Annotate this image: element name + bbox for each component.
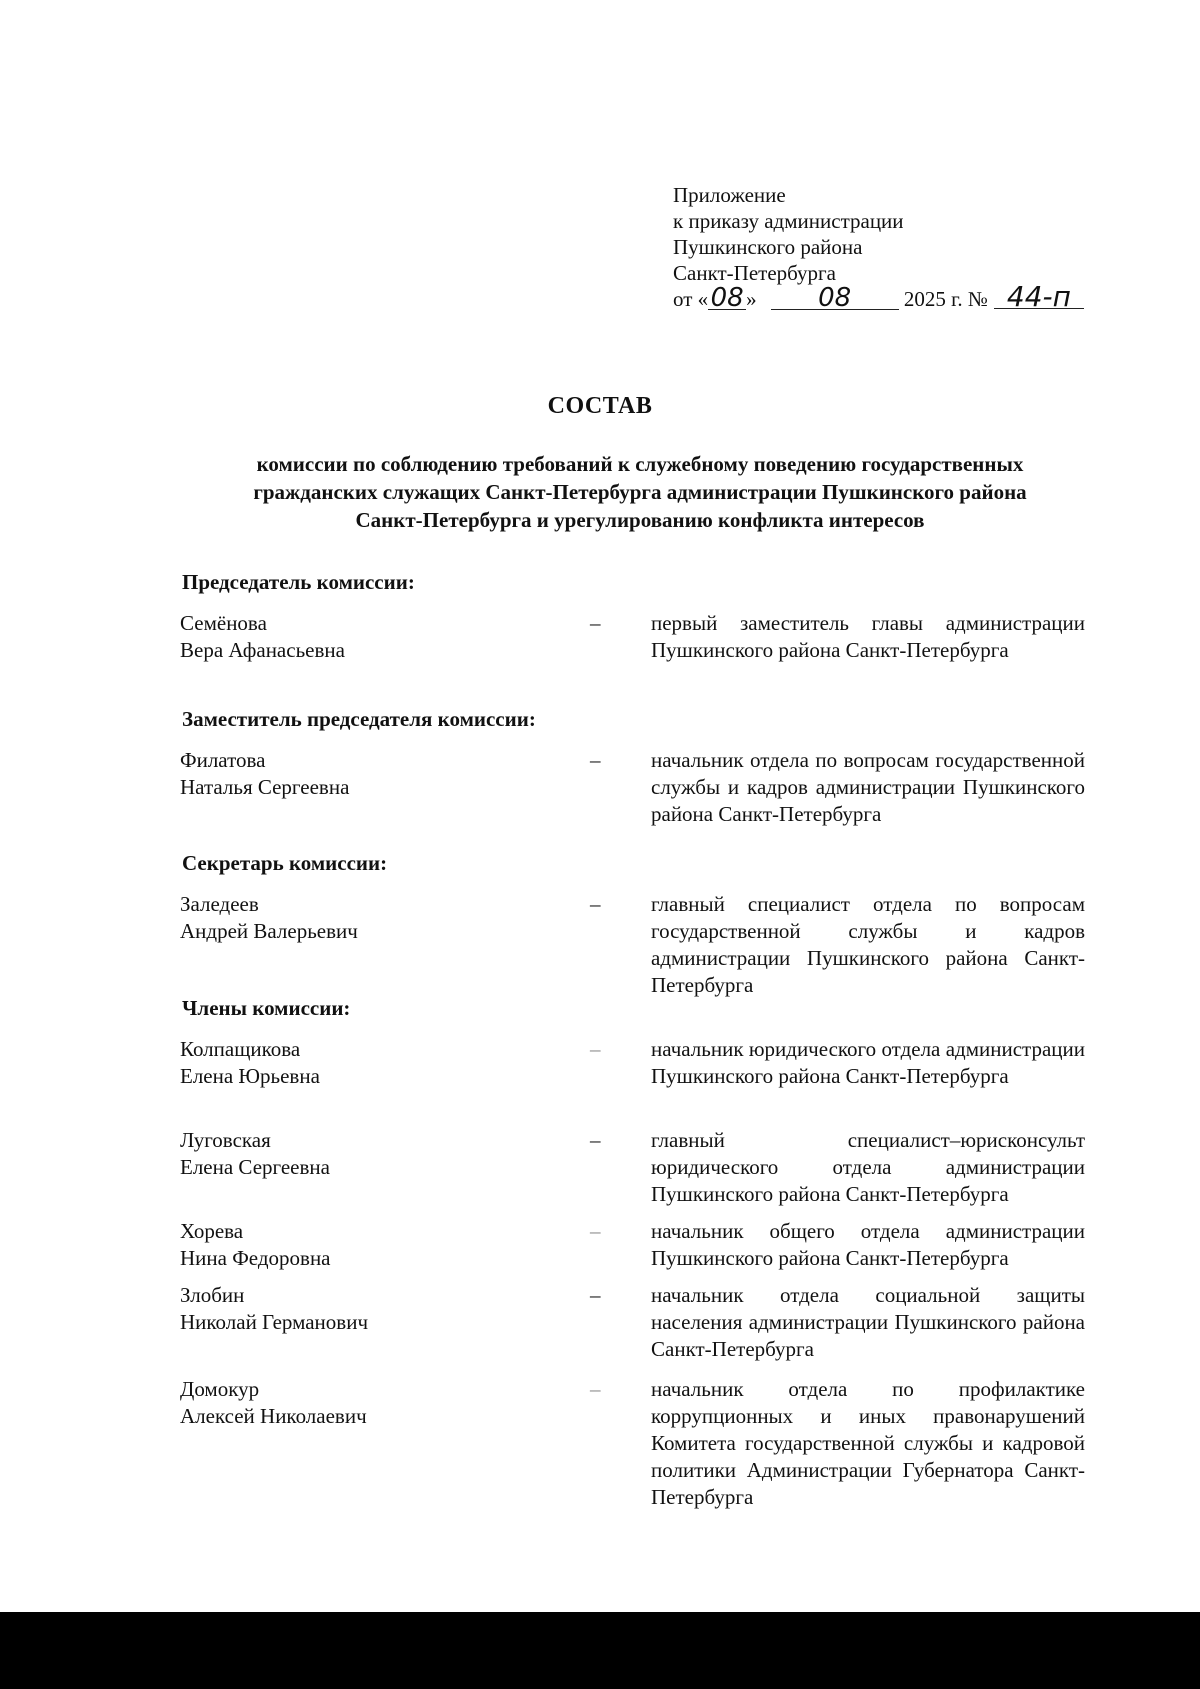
member-surname: Колпащикова bbox=[180, 1037, 301, 1061]
member-role: начальник общего отдела администрации Пушкинского района Санкт-Петербурга bbox=[651, 1219, 1085, 1270]
scan-bottom-bar bbox=[0, 1612, 1200, 1689]
member-given-name: Вера Афанасьевна bbox=[180, 638, 345, 662]
appendix-note bbox=[673, 182, 1084, 312]
member-surname: Заледеев bbox=[180, 892, 259, 916]
dash-separator: – bbox=[590, 1037, 601, 1061]
date-prefix: от « bbox=[673, 287, 709, 311]
member-role: первый заместитель главы администрации Пушкинского района Санкт-Петербурга bbox=[651, 611, 1085, 662]
dash-separator: – bbox=[590, 748, 601, 772]
dash-separator: – bbox=[590, 1377, 601, 1401]
member-surname: Луговская bbox=[180, 1128, 271, 1152]
member-surname: Филатова bbox=[180, 748, 266, 772]
dash-separator: – bbox=[590, 611, 601, 635]
member-role: начальник отдела социальной защиты населения администрации Пушкинского района Санкт-Петербурга bbox=[651, 1283, 1085, 1361]
date-year: 2025 г. № bbox=[903, 287, 988, 311]
member-surname: Домокур bbox=[180, 1377, 260, 1401]
section-secretary: Секретарь комиссии: bbox=[182, 851, 388, 875]
member-name bbox=[180, 1127, 330, 1181]
member-surname: Злобин bbox=[180, 1283, 245, 1307]
document-subtitle bbox=[180, 450, 1100, 534]
appendix-line: Санкт-Петербурга bbox=[673, 261, 836, 285]
dash-separator: – bbox=[590, 1128, 601, 1152]
member-name bbox=[180, 891, 358, 945]
member-name bbox=[180, 1376, 367, 1430]
member-name bbox=[180, 1282, 368, 1336]
member-name bbox=[180, 747, 349, 801]
member-given-name: Николай Германович bbox=[180, 1310, 369, 1334]
member-role: начальник юридического отдела администрации Пушкинского района Санкт-Петербурга bbox=[651, 1037, 1085, 1088]
member-given-name: Елена Юрьевна bbox=[180, 1064, 320, 1088]
section-chairman: Председатель комиссии: bbox=[182, 570, 415, 594]
member-role: главный специалист–юрисконсульт юридического отдела администрации Пушкинского района Санкт-Петербурга bbox=[651, 1128, 1085, 1206]
member-given-name: Алексей Николаевич bbox=[180, 1404, 367, 1428]
member-surname: Хорева bbox=[180, 1219, 244, 1243]
member-name bbox=[180, 610, 345, 664]
date-mid: » bbox=[746, 287, 757, 311]
subtitle-line: комиссии по соблюдению требований к служебному поведению государственных bbox=[256, 452, 1024, 476]
dash-separator: – bbox=[590, 1283, 601, 1307]
member-role: главный специалист отдела по вопросам государственной службы и кадров администрации Пушкинского района Санкт-Петербурга bbox=[651, 892, 1085, 997]
subtitle-line: Санкт-Петербурга и урегулированию конфликта интересов bbox=[355, 508, 925, 532]
member-name bbox=[180, 1036, 320, 1090]
member-given-name: Наталья Сергеевна bbox=[180, 775, 350, 799]
member-given-name: Андрей Валерьевич bbox=[180, 919, 358, 943]
order-number-handwritten: 44-п bbox=[994, 286, 1084, 309]
appendix-line: Пушкинского района bbox=[673, 235, 863, 259]
appendix-line: к приказу администрации bbox=[673, 209, 904, 233]
date-month-handwritten: 08 bbox=[771, 287, 899, 310]
dash-separator: – bbox=[590, 892, 601, 916]
member-given-name: Нина Федоровна bbox=[180, 1246, 331, 1270]
section-members: Члены комиссии: bbox=[182, 996, 351, 1020]
appendix-line: Приложение bbox=[673, 183, 786, 207]
dash-separator: – bbox=[590, 1219, 601, 1243]
member-surname: Семёнова bbox=[180, 611, 267, 635]
member-given-name: Елена Сергеевна bbox=[180, 1155, 330, 1179]
section-deputy: Заместитель председателя комиссии: bbox=[182, 707, 536, 731]
member-name bbox=[180, 1218, 331, 1272]
document-title: СОСТАВ bbox=[547, 393, 653, 419]
member-role: начальник отдела по профилактике коррупционных и иных правонарушений Комитета государственной службы и кадровой политики Администрации Губернатора Санкт-Петербурга bbox=[651, 1377, 1085, 1509]
member-role: начальник отдела по вопросам государственной службы и кадров администрации Пушкинского района Санкт-Петербурга bbox=[651, 748, 1085, 826]
date-day-handwritten: 08 bbox=[708, 287, 746, 310]
order-date-line bbox=[673, 280, 1084, 313]
subtitle-line: гражданских служащих Санкт-Петербурга администрации Пушкинского района bbox=[253, 480, 1027, 504]
